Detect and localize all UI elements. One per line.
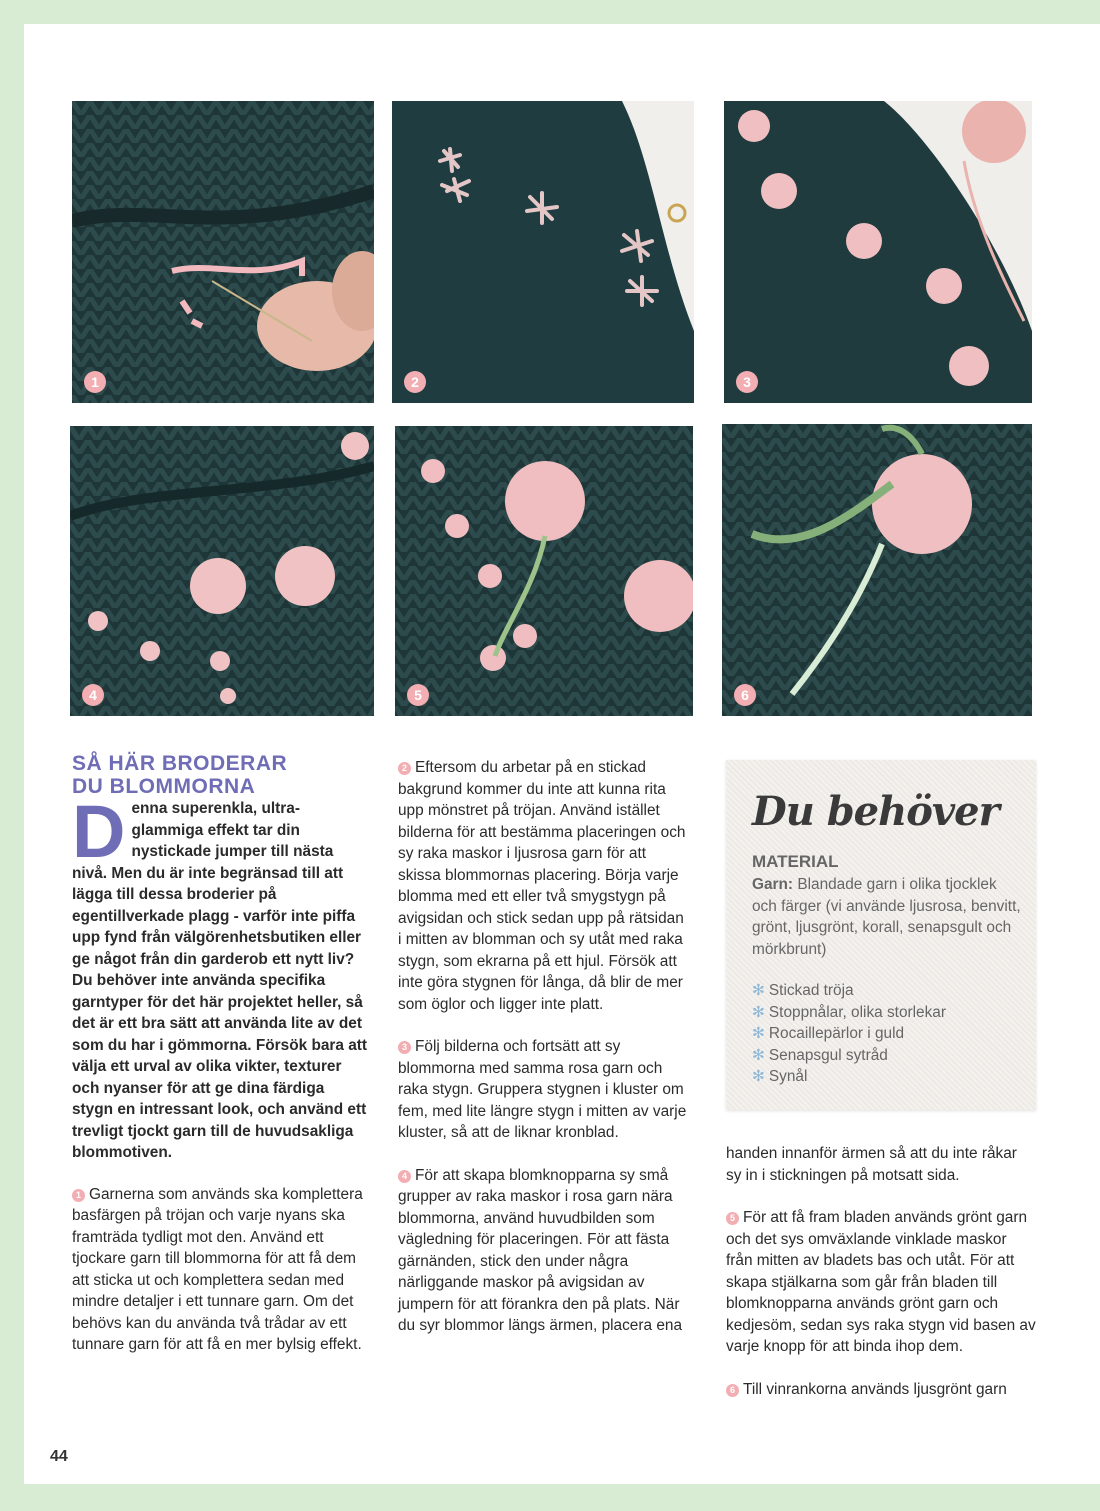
snowflake-icon: ✻ xyxy=(752,1025,765,1042)
step-badge: 5 xyxy=(407,684,429,706)
yarn-text: Blandade garn i olika tjocklek och färger (vi använde ljusrosa, benvitt, grönt, ljusgrönt, korall, senapsgult och mörkbrunt) xyxy=(752,876,1021,958)
step-4-text: 4 För att skapa blomknopparna sy små grupper av raka maskor i rosa garn nära blommorna, använd huvudbilden som vägledning för placeringen. För att fästa gärnänden, stick den under några närliggande maskor på avigsidan av jumpern för att förankra den på plats. När du syr blommor längs ärmen, placera ena xyxy=(398,1166,683,1334)
snowflake-icon: ✻ xyxy=(752,1046,765,1064)
step-3-text: 3 Följ bilderna och fortsätt att sy blommorna med samma rosa garn och raka stygn. Gruppera stygnen i kluster om fem, med lite längre stygn i mitten av varje kluster, så att de liknar kronblad. xyxy=(398,1038,687,1141)
article-column-1 xyxy=(72,752,368,1356)
photo-step-5 xyxy=(395,426,693,716)
list-item: ✻ Rocaillepärlor i guld xyxy=(752,1025,905,1042)
snowflake-icon: ✻ xyxy=(752,1068,765,1085)
step-badge: 4 xyxy=(82,684,104,706)
step-badge: 6 xyxy=(734,684,756,706)
article-heading: SÅ HÄR BRODERAR DU BLOMMORNA xyxy=(72,752,288,798)
step-1-text: 1 Garnerna som används ska komplettera basfärgen på tröjan och varje nyans ska framträda tydligt mot den. Använd ett tjockare garn till blommorna för att få dem att sticka ut och komplettera sedan med mindre detaljer i ett tunnare garn. Om det behövs kan du använda två trådar av ett tunnare garn för att få en mer bylsig effekt. xyxy=(72,1185,363,1353)
supply-list xyxy=(752,980,1022,1088)
photo-step-6 xyxy=(722,424,1032,716)
step-badge: 2 xyxy=(404,371,426,393)
article-column-3 xyxy=(726,1143,1036,1400)
step-number-badge: 3 xyxy=(398,1041,411,1054)
step-number-badge: 6 xyxy=(726,1384,739,1397)
step-6-text: 6 Till vinrankorna används ljusgrönt garn xyxy=(726,1379,1036,1401)
photo-step-3 xyxy=(724,101,1032,403)
snowflake-icon: ✻ xyxy=(752,1003,765,1021)
step-badge: 1 xyxy=(84,371,106,393)
materials-box xyxy=(726,760,1036,1110)
step-5-text: 5 För att få fram bladen används grönt garn och det sys omväxlande vinklade maskor från mitten av bladets bas och utåt. För att skapa stjälkarna som går från bladen till blomknopparna används grönt garn och kedjesöm, sedan sys raka stygn vid basen av varje knopp för att binda ihop dem. xyxy=(726,1209,1036,1355)
step-2-text: 2 Eftersom du arbetar på en stickad bakgrund kommer du inte att kunna rita upp mönstret på tröjan. Använd istället bilderna för att bestämma placeringen och sy raka maskor i ljusrosa garn för att skissa blommornas placering. Börja varje blomma med ett eller två smygstygn på avigsidan och stick sedan upp på rätsidan i mitten av blomman och sy utåt med raka stygn, som ekrarna på ett hjul. Försök att inte göra stygnen för långa, då blir de mer som öglor och ligger inte platt. xyxy=(398,759,686,1013)
list-item: ✻ Senapsgul sytråd xyxy=(752,1046,888,1064)
drop-cap: D xyxy=(72,790,126,873)
magazine-page xyxy=(24,24,1100,1484)
article-column-2 xyxy=(398,757,688,1337)
box-subtitle: MATERIAL xyxy=(752,852,839,871)
snowflake-icon: ✻ xyxy=(752,982,765,999)
article-intro: Denna superenkla, ultra-glammiga effekt tar din nystickade jumper till nästa nivå. Men du är inte begränsad till att lägga till dessa broderier på egentillverkade plagg - varför inte piffa upp fynd från välgörenhetsbutiken eller ge något från din garderob ett nytt liv? Du behöver inte använda specifika garntyper för det här projektet heller, så det är ett bra sätt att använda lite av det som du har i gömmorna. Försök bara att välja ett urval av olika vikter, texturer och nyanser för att ge dina färdiga stygn en intressant look, och använd ett trevligt tjockt garn till de huvudsakliga blommotiven. xyxy=(72,790,368,1161)
box-title: Du behöver xyxy=(752,788,999,835)
list-item: ✻ Stickad tröja xyxy=(752,982,854,999)
photo-step-1 xyxy=(72,101,374,403)
step-number-badge: 1 xyxy=(72,1189,85,1202)
photo-step-4 xyxy=(70,426,374,716)
yarn-label: Garn: xyxy=(752,876,794,893)
step-number-badge: 2 xyxy=(398,762,411,775)
page-number: 44 xyxy=(50,1448,68,1465)
list-item: ✻ Stoppnålar, olika storlekar xyxy=(752,1003,946,1021)
step-badge: 3 xyxy=(736,371,758,393)
step-number-badge: 5 xyxy=(726,1212,739,1225)
materials-list xyxy=(752,874,1022,1088)
step-number-badge: 4 xyxy=(398,1170,411,1183)
list-item: ✻ Synål xyxy=(752,1068,808,1085)
step-4-continued: handen innanför ärmen så att du inte råkar sy in i stickningen på motsatt sida. xyxy=(726,1145,1017,1184)
photo-step-2 xyxy=(392,101,694,403)
